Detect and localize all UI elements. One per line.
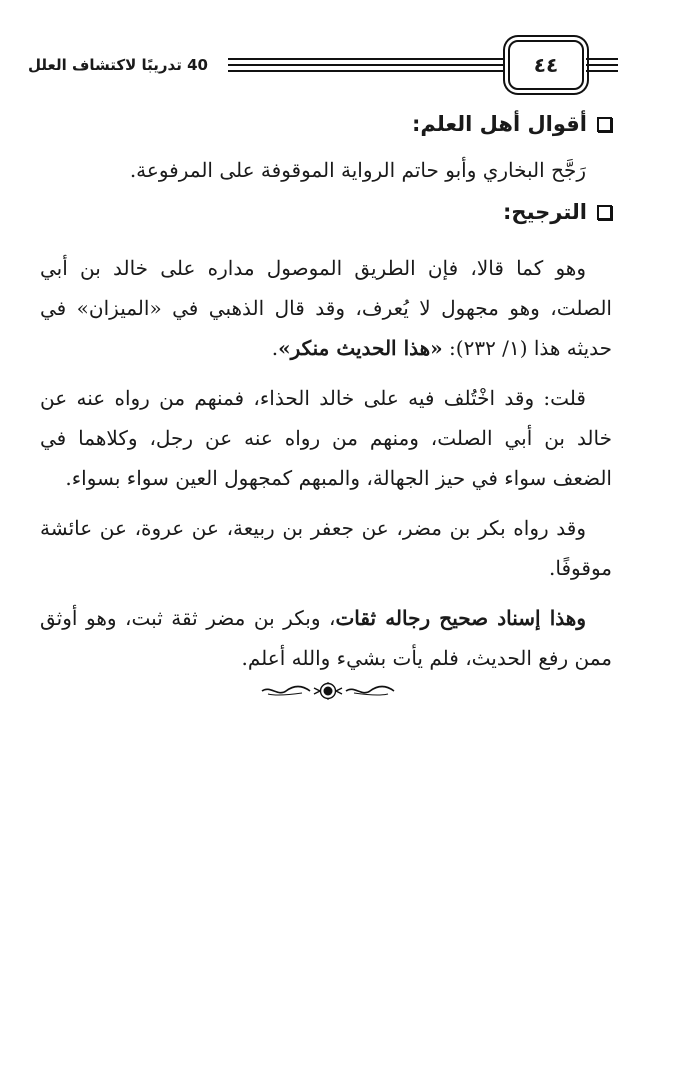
tarjih-paragraph-1 — [40, 248, 612, 368]
section-heading-tarjih — [40, 192, 612, 232]
tarjih-paragraph-2: قلت: وقد اخْتُلف فيه على خالد الحذاء، فمنهم من رواه عنه عن خالد بن أبي الصلت، ومنهم من رواه عنه عن رجل، وكلاهما في الضعف سواء في حيز الجهالة، والمبهم كمجهول العين سواء بسواء. — [40, 386, 612, 490]
checkbox-square-icon — [597, 117, 612, 132]
paragraph-text: ، وبكر بن مضر ثقة ثبت، وهو أوثق ممن رفع الحديث، فلم يأت بشيء والله أعلم. — [40, 606, 612, 670]
bold-statement: وهذا إسناد صحيح رجاله ثقات — [335, 606, 586, 630]
page-number-frame — [508, 40, 584, 90]
page-header — [28, 38, 618, 90]
tarjih-paragraph-3: وقد رواه بكر بن مضر، عن جعفر بن ربيعة، عن عروة، عن عائشة موقوفًا. — [40, 516, 612, 580]
paragraph-text: وهو كما قالا، فإن الطريق الموصول مداره على خالد بن أبي الصلت، وهو مجهول لا يُعرف، وقد قال الذهبي في «الميزان» في حديثه هذا (١/ ٢٣٢): — [40, 256, 612, 360]
quoted-verdict: «هذا الحديث منكر» — [278, 336, 443, 360]
floral-divider-icon — [258, 682, 398, 700]
checkbox-square-icon — [597, 205, 612, 220]
page-number: ٤٤ — [533, 53, 559, 77]
tarjih-paragraph-4 — [40, 598, 612, 678]
header-rule-right — [586, 58, 618, 72]
section-heading-text: أقوال أهل العلم: — [411, 112, 587, 136]
page-content — [40, 104, 612, 678]
paragraph-end: . — [271, 336, 279, 360]
scholars-paragraph: رَجَّح البخاري وأبو حاتم الرواية الموقوفة على المرفوعة. — [129, 158, 586, 182]
header-rule-left — [228, 58, 503, 72]
section-heading-text: الترجيح: — [503, 200, 587, 224]
section-heading-scholars — [40, 104, 612, 144]
running-title: 40 تدريبًا لاكتشاف العلل — [28, 56, 208, 74]
